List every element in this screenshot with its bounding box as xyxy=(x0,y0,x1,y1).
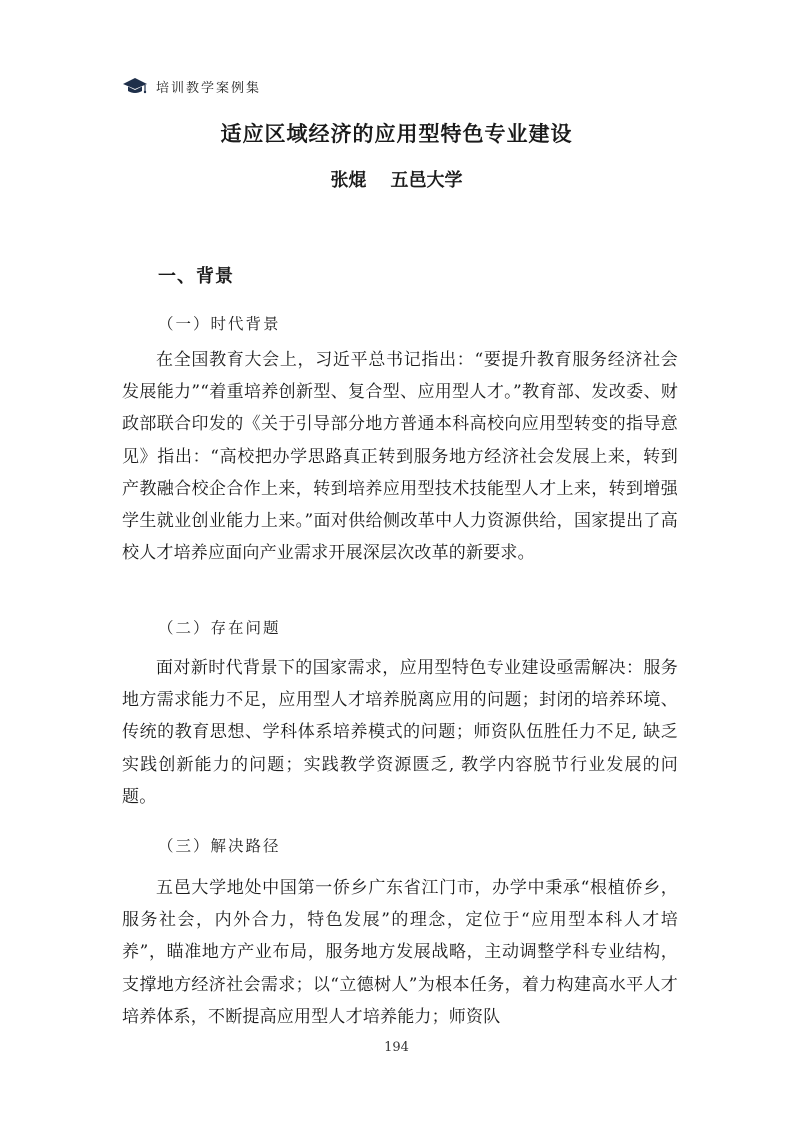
subsection-heading-problems: （二）存在问题 xyxy=(158,619,281,637)
subsection-heading-solution: （三）解决路径 xyxy=(158,837,281,855)
running-title: 培训教学案例集 xyxy=(156,80,262,96)
section-heading-background: 一、背景 xyxy=(158,266,234,287)
author-line xyxy=(0,166,793,192)
paragraph-solution: 五邑大学地处中国第一侨乡广东省江门市，办学中秉承“根植侨乡，服务社会，内外合力，特色发展”的理念，定位于“应用型本科人才培养”，瞄准地方产业布局，服务地方发展战略，主动调整学科专业结构，支撑地方经济社会需求；以“立德树人”为根本任务，着力构建高水平人才培养体系，不断提高应用型人才培养能力；师资队 xyxy=(122,878,678,1027)
paragraph-problems: 面对新时代背景下的国家需求，应用型特色专业建设亟需解决：服务地方需求能力不足，应用型人才培养脱离应用的问题；封闭的培养环境、传统的教育思想、学科体系培养模式的问题；师资队伍胜任力不足, 缺乏实践创新能力的问题；实践教学资源匮乏, 教学内容脱节行业发展的问题。 xyxy=(122,658,678,807)
page-number: 194 xyxy=(384,1040,409,1055)
graduation-cap-icon xyxy=(122,76,148,96)
author-name: 张焜 xyxy=(330,170,367,191)
article-title: 适应区域经济的应用型特色专业建设 xyxy=(220,122,573,146)
subsection-heading-era: （一）时代背景 xyxy=(158,315,281,333)
running-header xyxy=(122,74,261,98)
author-affiliation: 五邑大学 xyxy=(390,170,463,191)
paragraph-era: 在全国教育大会上，习近平总书记指出：“要提升教育服务经济社会发展能力”“着重培养创新型、复合型、应用型人才。”教育部、发改委、财政部联合印发的《关于引导部分地方普通本科高校向应用型转变的指导意见》指出：“高校把办学思路真正转到服务地方经济社会发展上来，转到产教融合校企合作上来，转到培养应用型技术技能型人才上来，转到增强学生就业创业能力上来。”面对供给侧改革中人力资源供给，国家提出了高校人才培养应面向产业需求开展深层次改革的新要求。 xyxy=(122,350,678,564)
